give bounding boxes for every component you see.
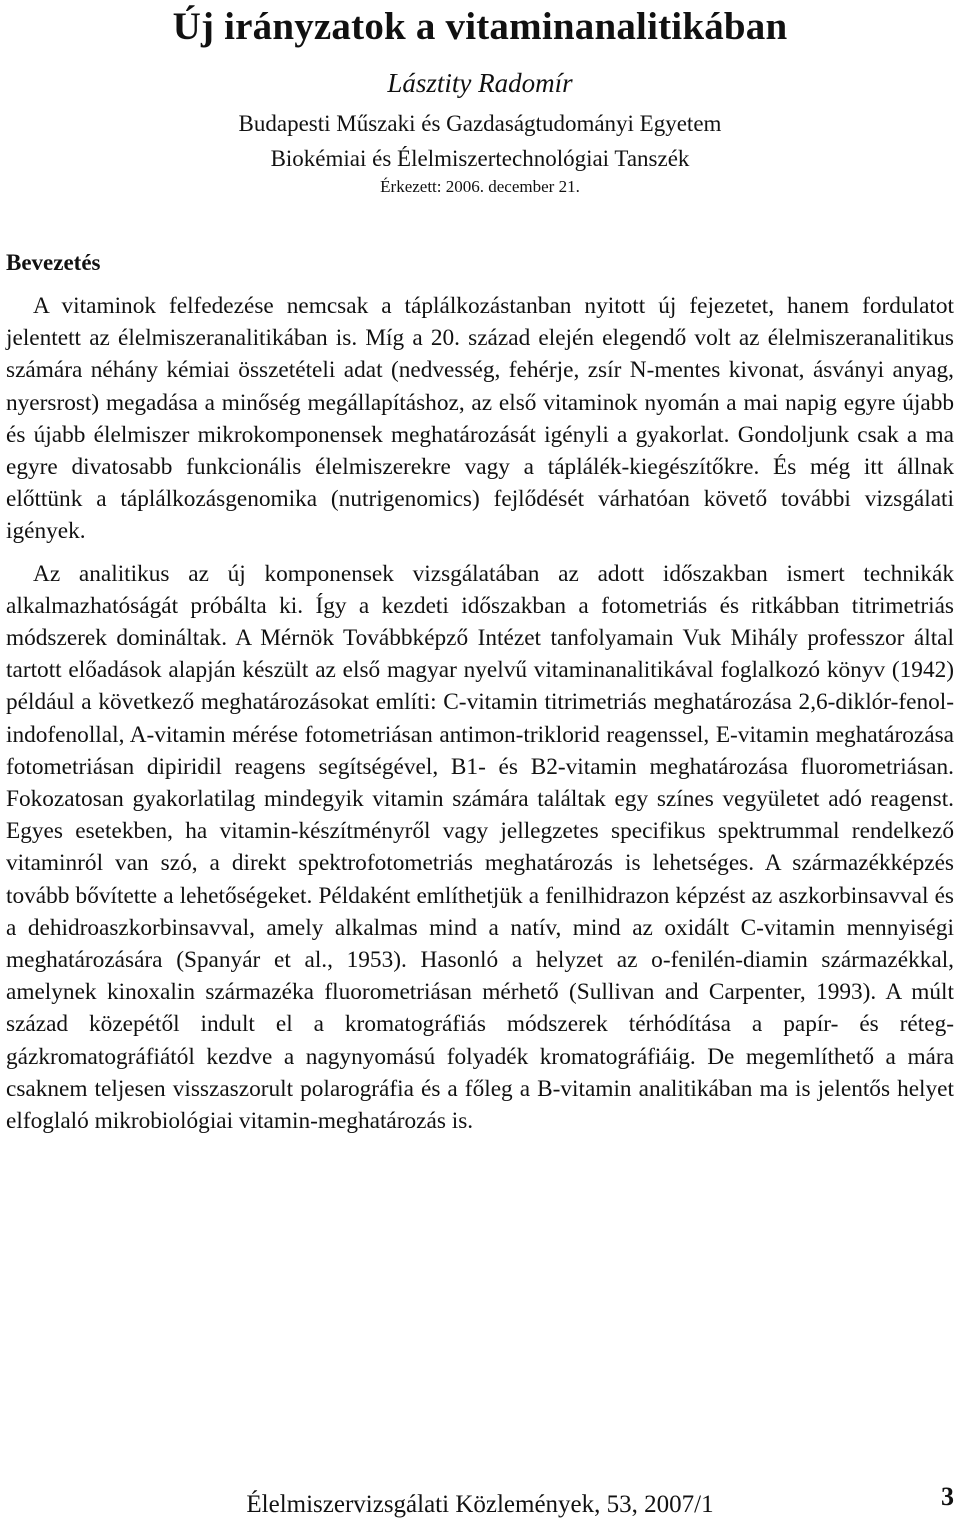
journal-citation: Élelmiszervizsgálati Közlemények, 53, 2007/1 xyxy=(246,1491,714,1518)
article-title: Új irányzatok a vitaminanalitikában xyxy=(172,5,788,48)
affiliation-department: Biokémiai és Élelmiszertechnológiai Tanszék xyxy=(270,146,690,171)
affiliation-university: Budapesti Műszaki és Gazdaságtudományi Egyetem xyxy=(238,111,722,136)
page-footer xyxy=(0,1482,960,1522)
body-paragraph-2: Az analitikus az új komponensek vizsgálatában az adott időszakban ismert technikák alkalmazhatóságát próbálta ki. Így a kezdeti időszakban a fotometriás és ritkábban titrimetriás módszerek domináltak. A Mérnök Továbbképző Intézet tanfolyamain Vuk Mihály professzor által tartott előadások alapján készült az első magyar nyelvű vitaminanalitikával foglalkozó könyv (1942) például a következő meghatározásokat említi: C-vitamin titrimetriás meghatározása 2,6-diklór-fenol-indofenollal, A-vitamin mérése fotometriásan antimon-triklorid reagenssel, E-vitamin meghatározása fotometriásan dipiridil reagens segítségével, B1- és B2-vitamin meghatározása fluorometriásan. Fokozatosan gyakorlatilag mindegyik vitamin számára találtak egy színes vegyületet adó reagenst. Egyes esetekben, ha vitamin-készítményről vagy jellegzetes specifikus spektrummal rendelkező vitaminról van szó, a direkt spektrofotometriás meghatározás is lehetséges. A származékképzés tovább bővítette a lehetőségeket. Példaként említhetjük a fenilhidrazon képzést az aszkorbinsavval és a dehidroaszkorbinsavval, amely alkalmas mind a natív, mind az oxidált C-vitamin mennyiségi meghatározására (Spanyár et al., 1953). Hasonló a helyzet az o-fenilén-diamin származékkal, amelynek kinoxalin származéka fluorometriásan mérhető (Sullivan and Carpenter, 1993). A múlt század közepétől indult el a kromatográfiás módszerek térhódítása a papír- és réteg-gázkromatográfiától kezdve a nagynyomású folyadék kromatográfiáig. De megemlíthető a mára csaknem teljesen visszaszorult polarográfia és a főleg a B-vitamin analitikában ma is jelentős helyet elfoglaló mikrobiológiai vitamin-meghatározás is. xyxy=(6,560,954,1135)
received-date: Érkezett: 2006. december 21. xyxy=(380,177,580,196)
section-heading: Bevezetés xyxy=(6,250,101,275)
body-paragraph-1: A vitaminok felfedezése nemcsak a táplálkozástanban nyitott új fejezetet, hanem fordulatot jelentett az élelmiszeranalitikában is. Míg a 20. század elején elegendő volt az élelmiszeranalitikus számára néhány kémiai összetételi adat (nedvesség, fehérje, zsír N-mentes kivonat, ásványi anyag, nyersrost) megadása a minőség megállapításhoz, az első vitaminok nyomán a mai napig egyre újabb és újabb élelmiszer mikrokomponensek meghatározását igényli a gyakorlat. Gondoljunk csak a ma egyre divatosabb funkcionális élelmiszerekre vagy a táplálék-kiegészítőkre. És még itt állnak előttünk a táplálkozásgenomika (nutrigenomics) fejlődését várhatóan követő további vizsgálati igények. xyxy=(6,293,954,545)
author-name: Lásztity Radomír xyxy=(387,68,573,98)
page-number: 3 xyxy=(941,1482,954,1511)
